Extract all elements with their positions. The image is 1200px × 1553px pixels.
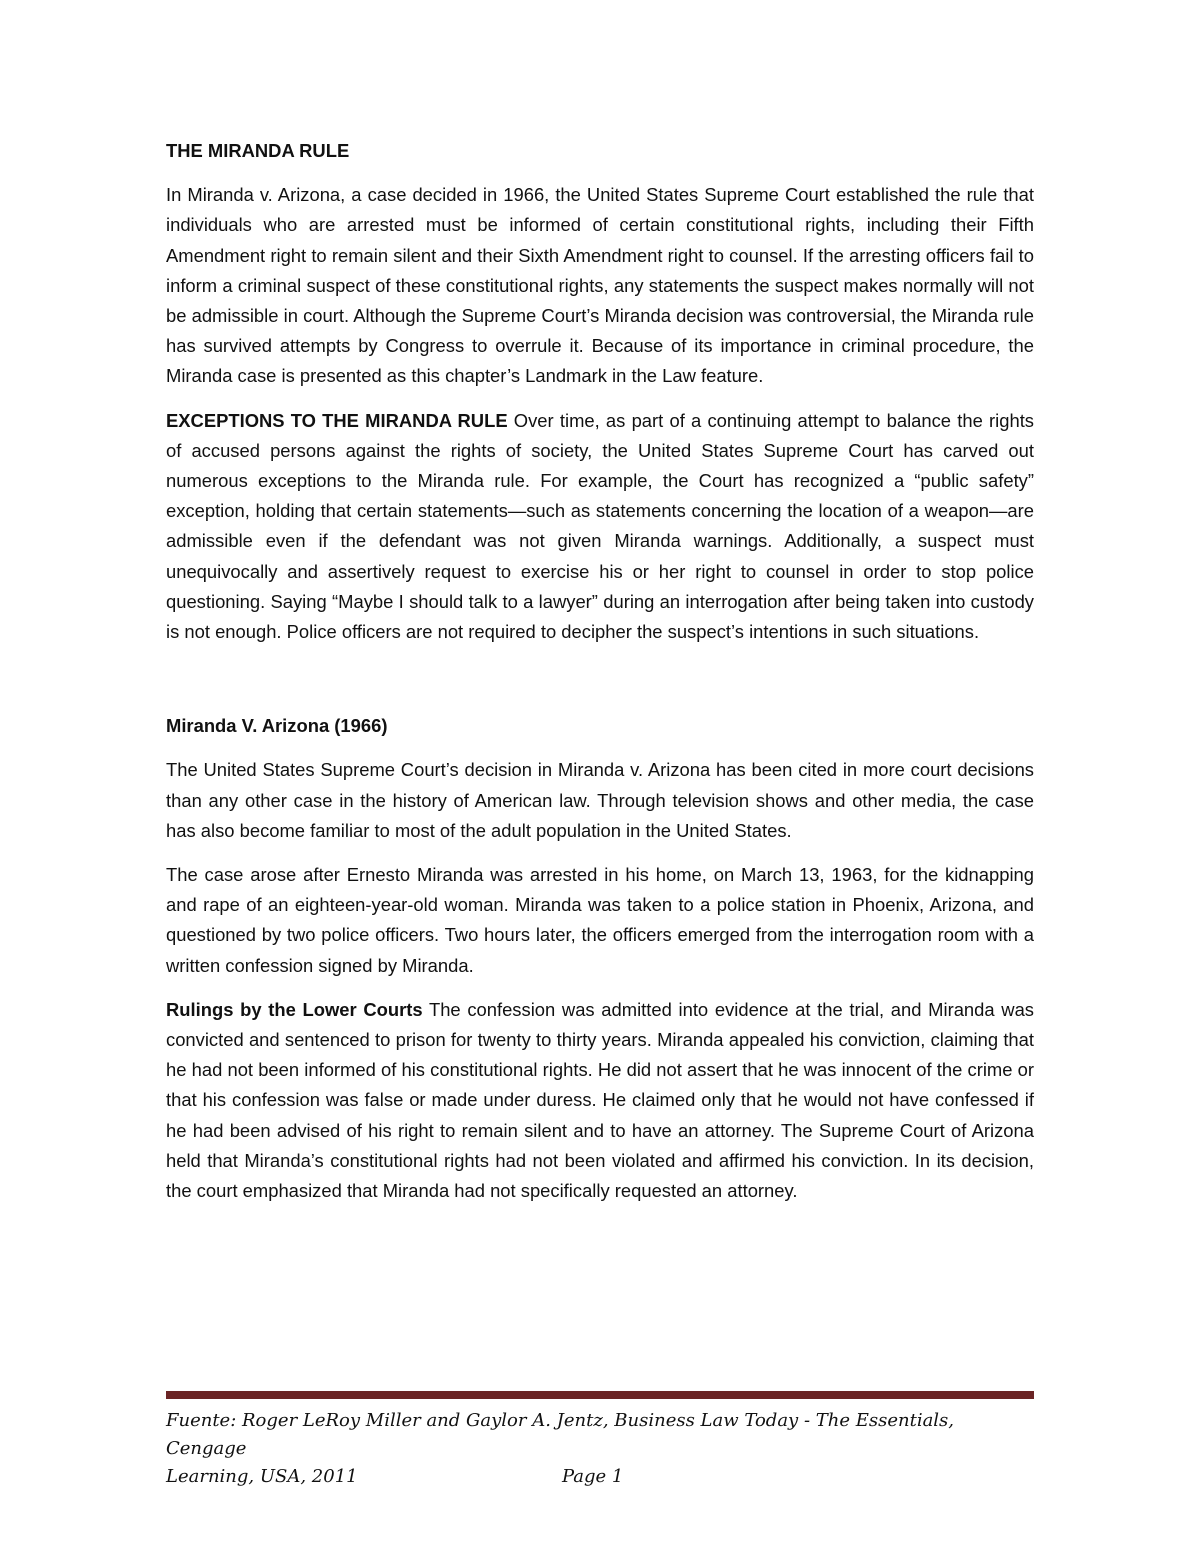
paragraph-case-arose: The case arose after Ernesto Miranda was arrested in his home, on March 13, 1963, for the kidnapping and rape of an eighteen-year-old woman. Miranda was taken to a police station in Phoenix, Arizona, and questioned by two police officers. Two hours later, the officers emerged from the interrogation room with a written confession signed by Miranda. xyxy=(166,864,1034,976)
page-number: Page 1 xyxy=(562,1466,624,1487)
section-heading-miranda-rule: THE MIRANDA RULE xyxy=(166,140,350,161)
paragraph-lower-courts xyxy=(166,995,1034,1206)
footer-source-line: Fuente: Roger LeRoy Miller and Gaylor A. Jentz, Business Law Today - The Essentials, Cengage xyxy=(166,1410,955,1459)
footer-divider xyxy=(166,1391,1034,1399)
exceptions-lead: EXCEPTIONS TO THE MIRANDA RULE xyxy=(166,409,508,431)
lower-courts-lead: Rulings by the Lower Courts xyxy=(166,998,423,1020)
footer-publisher: Learning, USA, 2011 xyxy=(166,1466,358,1487)
exceptions-text: Over time, as part of a continuing attempt to balance the rights of accused persons against the rights of society, the United States Supreme Court has carved out numerous exceptions to the Miranda rule. For example, the Court has recognized a “public safety” exception, holding that certain statements—such as statements concerning the location of a weapon—are admissible even if the defendant was not given Miranda warnings. Additionally, a suspect must unequivocally and assertively request to exercise his or her right to counsel in order to stop police questioning. Saying “Maybe I should talk to a lawyer” during an interrogation after being taken into custody is not enough. Police officers are not required to decipher the suspect’s intentions in such situations. xyxy=(166,409,1034,643)
page-footer xyxy=(166,1407,1034,1491)
document-body xyxy=(166,136,1034,1206)
paragraph-exceptions xyxy=(166,406,1034,648)
section-heading-miranda-v-arizona: Miranda V. Arizona (1966) xyxy=(166,715,388,737)
footer-second-line xyxy=(166,1463,1034,1491)
paragraph-case-cited: The United States Supreme Court’s decision in Miranda v. Arizona has been cited in more court decisions than any other case in the history of American law. Through television shows and other media, the case has also become familiar to most of the adult population in the United States. xyxy=(166,759,1034,841)
lower-courts-text: The confession was admitted into evidence at the trial, and Miranda was convicted and sentenced to prison for twenty to thirty years. Miranda appealed his conviction, claiming that he had not been informed of his constitutional rights. He did not assert that he was innocent of the crime or that his confession was false or made under duress. He claimed only that he would not have confessed if he had been advised of his right to remain silent and to have an attorney. The Supreme Court of Arizona held that Miranda’s constitutional rights had not been violated and affirmed his conviction. In its decision, the court emphasized that Miranda had not specifically requested an attorney. xyxy=(166,998,1034,1202)
paragraph-miranda-rule: In Miranda v. Arizona, a case decided in 1966, the United States Supreme Court established the rule that individuals who are arrested must be informed of certain constitutional rights, including their Fifth Amendment right to remain silent and their Sixth Amendment right to counsel. If the arresting officers fail to inform a criminal suspect of these constitutional rights, any statements the suspect makes normally will not be admissible in court. Although the Supreme Court’s Miranda decision was controversial, the Miranda rule has survived attempts by Congress to overrule it. Because of its importance in criminal procedure, the Miranda case is presented as this chapter’s Landmark in the Law feature. xyxy=(166,184,1034,387)
